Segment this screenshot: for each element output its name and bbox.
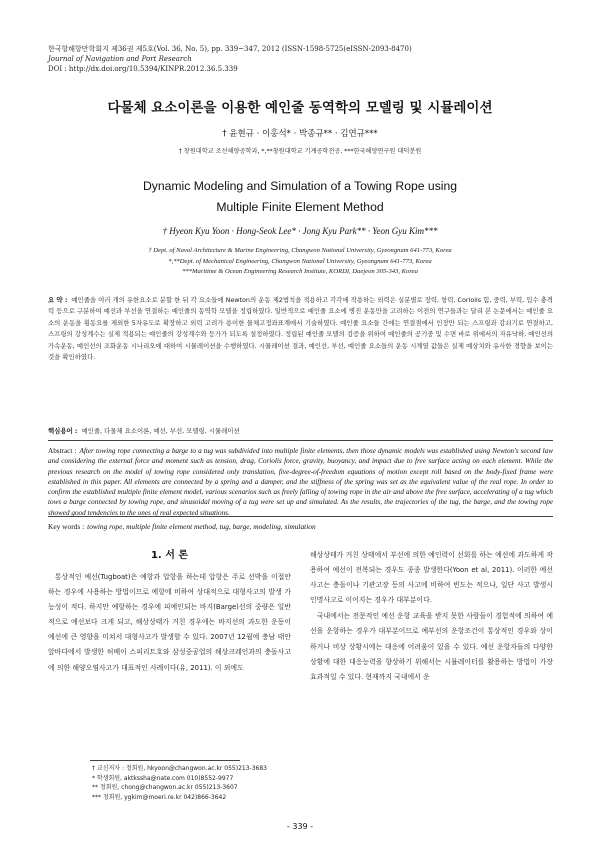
english-title-line2: Multiple Finite Element Method (216, 200, 384, 214)
affiliation-line: † Dept. of Naval Architecture & Marine Engineering, Changwon National University, Gyeongnam 641-773, Korea (148, 247, 452, 254)
korean-abstract-label: 요 약 : (48, 296, 68, 304)
korean-abstract-text: 예인줄을 여러 개의 유한요소로 분할 한 뒤 각 요소들에 Newton의 운동 제2법칙을 적용하고 각각에 작용하는 외력은 실분별로 장력, 항력, Coriolis 힘, 중력, 부력, 입수 충격력 등으로 구분하여 예선과 부선을 연결하는 예인줄의 동역학 모델을 정립하였다. 일반적으로 예인줄 요소에 병진 운동만을 고려하는 이전의 연구들과는 달리 본 논문에서는 예인줄 요소의 운동을 횡동요를 제외한 5자유도로 확장하고 외력 고려가 용이한 물체고정좌표계에서 기술하였다. 예인줄 요소들 간에는 연결점에서 인장만 되는 스프링과 감쇠기로 연결하고, 스프링의 강성계수는 실제 적용되는 예인줄의 강성계수와 등가가 되도록 설정하였다. 정립된 예인줄 모델의 검증을 위하여 예인줄의 공기중 및 수면 바로 위에서의 자유낙하, 예인선의 가속운동, 예인선의 조화운동 시나리오에 대하여 시뮬레이션을 수행하였다. 시뮬레이션 결과, 예인선, 부선, 예인줄 요소들의 운동 시계열 값들은 실제 예상치와 유사한 경향을 보이는 것을 확인하였다. (48, 296, 553, 362)
body-paragraph: 해상상태가 거친 상태에서 부선에 의한 예인력이 선회를 하는 예선에 과도하게 작용하여 예선이 전복되는 경우도 종종 발생한다(Yoon et al, 2011). 이러한 예선 사고는 충돌이나 기관고장 등의 사고에 비하여 빈도는 적으나, 일단 사고 발생시 인명사고로 이어지는 경우가 대부분이다. (310, 551, 553, 605)
journal-citation: 한국항해항만학회지 제36권 제5호(Vol. 36, No. 5), pp. 339~347, 2012 (ISSN-1598-5725(eISSN-2093-8470) (48, 45, 412, 53)
english-keywords-label: Key words : (48, 522, 85, 531)
section-heading-introduction: 1. 서 론 (150, 550, 189, 561)
footnote: † 교신저자 : 정회원, hkyoon@changwon.ac.kr 055)213-3683 (92, 765, 267, 772)
body-column-left (48, 570, 291, 677)
footnote: ** 정회원, chong@changwon.ac.kr 055)213-3607 (92, 784, 238, 792)
abstract-divider-top (48, 440, 553, 441)
journal-name: Journal of Navigation and Port Research (48, 55, 192, 63)
journal-header (48, 44, 412, 74)
korean-keywords (48, 426, 553, 435)
english-abstract-text: After towing rope connecting a barge to a tug was subdivided into multiple finite elements, then those dynamic models was established using Newton's second law and considering the external force and moment such as tension, drag, Coriolis force, gravity, buoyancy, and impact due to free surface acting on each element. While the previous research on the model of towing rope considered only translation, five-degree-of-freedom equations of motion except roll based on the body-fixed frame were established in this paper. All elements are connected by a spring and a damper, and the stiffness of the spring was set as the equivalent value of the real rope. In order to confirm the established multiple finite element model, various scenarios such as freely falling of towing rope in the air and above the free surface, accelerating of a tug which tows a barge connected by towing rope, and sinusoidal moving of a tug were set up and simulated. As the results, the trajectories of the tug, the barge, and the towing rope showed good tendencies to the ones of real expected situations. (48, 447, 553, 517)
abstract-divider-bottom (48, 516, 553, 517)
english-abstract-label: Abstract : (48, 447, 77, 455)
journal-doi: DOI : http://dx.doi.org/10.5394/KINPR.2012.36.5.339 (48, 65, 238, 73)
body-column-right (310, 548, 553, 686)
korean-keywords-label: 핵심용어 : (48, 427, 78, 435)
korean-keywords-text: 예인줄, 다물체 요소이론, 예선, 부선, 모델링, 시뮬레이션 (81, 427, 240, 435)
korean-affiliation: † 창원대학교 조선해양공학과, *,**창원대학교 기계공학전공, ***한국해양연구원 대덕분원 (178, 148, 422, 155)
korean-authors: † 윤현규 · 이홍석* · 박종규** · 김연규*** (222, 129, 378, 139)
english-authors: † Hyeon Kyu Yoon · Hong-Seok Lee* · Jong Kyu Park** · Yeon Gyu Kim*** (162, 226, 438, 236)
english-title (0, 176, 600, 218)
footnote-divider (90, 760, 240, 761)
english-keywords-text: towing rope, multiple finite element method, tug, barge, modeling, simulation (87, 522, 316, 531)
korean-abstract (48, 295, 553, 363)
korean-title: 다물체 요소이론을 이용한 예인줄 동역학의 모델링 및 시뮬레이션 (107, 100, 493, 116)
body-paragraph: 국내에서는 전문적인 예선 운항 교육을 받지 못한 사람들이 경험적에 의하여 예선을 운항하는 경우가 대부분이므로 예부선의 운항조건이 통상적인 경우와 상이하거나 비상 상황시에는 대응에 어려움이 있을 수 있다. 예선 운항자들의 다양한 상황에 대한 대응능력을 향상하기 위해서는 시뮬레이터를 활용하는 방법이 가장 효과적일 수 있다. 현재까지 국내에서 운 (310, 612, 553, 681)
footnote: *** 정회원, ygkim@moeri.re.kr 042)866-3642 (92, 793, 227, 801)
footnote: * 학생회원, aktkssha@nate.com 010)8552-9977 (92, 774, 234, 782)
footnotes (92, 764, 267, 802)
english-keywords (48, 522, 553, 531)
affiliation-line: *,**Dept. of Mechanical Engineering, Changwon National University, Gyeongnam 641-773, Korea (168, 257, 432, 265)
english-affiliations (0, 246, 600, 278)
affiliation-line: ***Maritime & Ocean Engineering Research Institute, KORDI, Daejeon 305-343, Korea (182, 268, 418, 275)
page-number: - 339 - (286, 822, 314, 831)
english-title-line1: Dynamic Modeling and Simulation of a Towing Rope using (142, 179, 458, 193)
english-abstract (48, 446, 553, 518)
body-paragraph: 통상적인 예선(Tugboat)은 예항과 압항을 하는데 압항은 주로 선박을 이접안 하는 경우에 사용하는 방법이므로 예항에 비하여 상대적으로 대형사고의 발생 가능성이 적다. 하지만 예항하는 경우에 피예인되는 바지(Barge)선의 중량은 일반적으로 예선보다 크게 되고, 해상상태가 거친 경우에는 바지선의 과도한 운동이 예선에 큰 영향을 미쳐서 대형사고가 발생할 수 있다. 2007년 12월에 충남 태안 앞바다에서 발생한 허베이 스피리트호와 삼성중공업의 해상크레인과의 충돌사고에 의한 해양오염사고가 대표적인 사례이다(유, 2011). 이 외에도 (48, 573, 291, 672)
